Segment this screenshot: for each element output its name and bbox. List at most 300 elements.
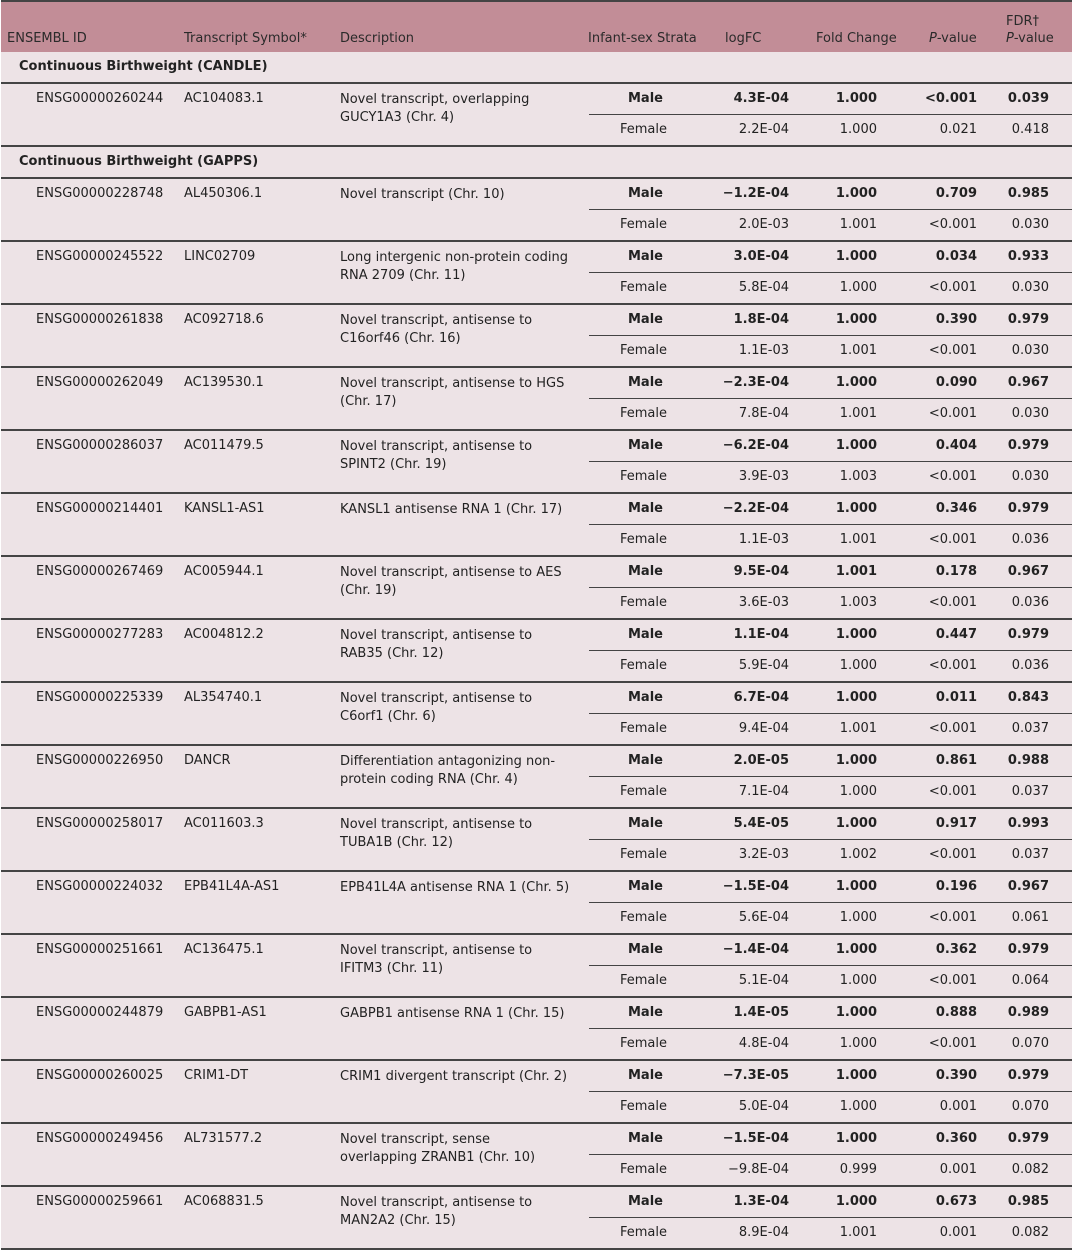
value-fc: 1.000 bbox=[835, 627, 877, 642]
female-stratum-row bbox=[589, 776, 1072, 807]
transcript-description: Novel transcript, antisense to C16orf46 (Chr. 16) bbox=[340, 313, 533, 346]
male-stratum-row bbox=[1, 1124, 1072, 1154]
strata-label: Female bbox=[620, 1036, 668, 1051]
transcript-row bbox=[1, 809, 1072, 872]
strata-label: Female bbox=[620, 532, 668, 547]
strata-label: Female bbox=[620, 784, 668, 799]
value-p: <0.001 bbox=[928, 595, 977, 610]
transcript-symbol: AL450306.1 bbox=[184, 186, 263, 201]
male-stratum-row bbox=[1, 1187, 1072, 1217]
table-header bbox=[1, 0, 1072, 52]
transcript-description: Novel transcript, sense overlapping ZRANB1 (Chr. 10) bbox=[340, 1132, 536, 1165]
value-logfc: 5.8E-04 bbox=[738, 280, 789, 295]
female-stratum-row bbox=[589, 524, 1072, 555]
value-p: 0.390 bbox=[935, 312, 977, 327]
value-logfc: −9.8E-04 bbox=[727, 1162, 789, 1177]
value-p: 0.888 bbox=[935, 1005, 977, 1020]
value-fc: 1.001 bbox=[839, 721, 877, 736]
transcript-row bbox=[1, 305, 1072, 368]
value-logfc: −1.5E-04 bbox=[722, 879, 789, 894]
value-fdr: 0.030 bbox=[1011, 469, 1049, 484]
value-fc: 1.001 bbox=[839, 343, 877, 358]
transcript-description: Novel transcript, antisense to AES (Chr. 19) bbox=[340, 565, 562, 598]
value-fdr: 0.039 bbox=[1007, 91, 1049, 106]
transcript-row bbox=[1, 242, 1072, 305]
results-table bbox=[1, 0, 1072, 1250]
male-stratum-row bbox=[1, 809, 1072, 839]
strata-label: Female bbox=[620, 406, 668, 421]
value-fdr: 0.061 bbox=[1011, 910, 1049, 925]
value-p: <0.001 bbox=[928, 784, 977, 799]
transcript-row bbox=[1, 179, 1072, 242]
value-p: 0.090 bbox=[935, 375, 977, 390]
value-logfc: −2.3E-04 bbox=[722, 375, 789, 390]
value-logfc: 2.0E-03 bbox=[738, 217, 789, 232]
male-stratum-row bbox=[1, 494, 1072, 524]
value-fdr: 0.979 bbox=[1007, 438, 1049, 453]
transcript-description: Novel transcript, antisense to C6orf1 (Chr. 6) bbox=[340, 691, 533, 724]
value-fdr: 0.979 bbox=[1007, 1068, 1049, 1083]
female-stratum-row bbox=[589, 272, 1072, 303]
transcript-description: Novel transcript, overlapping GUCY1A3 (Chr. 4) bbox=[340, 92, 530, 125]
strata-label: Female bbox=[620, 122, 668, 137]
value-fc: 1.000 bbox=[835, 1005, 877, 1020]
value-fc: 1.003 bbox=[839, 469, 877, 484]
value-fdr: 0.985 bbox=[1007, 186, 1049, 201]
male-stratum-row bbox=[1, 305, 1072, 335]
value-fc: 1.001 bbox=[839, 406, 877, 421]
strata-label: Male bbox=[628, 312, 663, 327]
value-fdr: 0.979 bbox=[1007, 312, 1049, 327]
transcript-symbol: AC136475.1 bbox=[184, 942, 264, 957]
value-p: <0.001 bbox=[928, 910, 977, 925]
ensembl-id: ENSG00000262049 bbox=[36, 375, 164, 390]
value-fdr: 0.967 bbox=[1007, 375, 1049, 390]
value-p: 0.001 bbox=[939, 1162, 977, 1177]
value-p: 0.709 bbox=[935, 186, 977, 201]
transcript-row bbox=[1, 1124, 1072, 1187]
strata-label: Female bbox=[620, 1099, 668, 1114]
strata-label: Female bbox=[620, 973, 668, 988]
value-fdr: 0.988 bbox=[1007, 753, 1049, 768]
value-fc: 1.001 bbox=[839, 1225, 877, 1240]
transcript-description: Differentiation antagonizing non-protein coding RNA (Chr. 4) bbox=[340, 754, 556, 787]
value-logfc: 4.3E-04 bbox=[733, 91, 789, 106]
value-fdr: 0.037 bbox=[1011, 784, 1049, 799]
value-fdr: 0.933 bbox=[1007, 249, 1049, 264]
value-logfc: −1.2E-04 bbox=[722, 186, 789, 201]
value-fdr: 0.979 bbox=[1007, 1131, 1049, 1146]
transcript-symbol: AC005944.1 bbox=[184, 564, 264, 579]
value-fc: 1.001 bbox=[839, 532, 877, 547]
value-p: <0.001 bbox=[924, 91, 977, 106]
value-p: <0.001 bbox=[928, 406, 977, 421]
transcript-symbol: AC092718.6 bbox=[184, 312, 264, 327]
transcript-symbol: AL354740.1 bbox=[184, 690, 263, 705]
value-fdr: 0.967 bbox=[1007, 564, 1049, 579]
strata-label: Male bbox=[628, 375, 663, 390]
section-title: Continuous Birthweight (CANDLE) bbox=[19, 59, 268, 74]
strata-label: Male bbox=[628, 1194, 663, 1209]
value-fc: 1.000 bbox=[835, 1131, 877, 1146]
value-fdr: 0.993 bbox=[1007, 816, 1049, 831]
female-stratum-row bbox=[589, 209, 1072, 240]
male-stratum-row bbox=[1, 84, 1072, 114]
value-logfc: 1.8E-04 bbox=[733, 312, 789, 327]
transcript-symbol: EPB41L4A-AS1 bbox=[184, 879, 280, 894]
ensembl-id: ENSG00000225339 bbox=[36, 690, 164, 705]
value-logfc: 3.0E-04 bbox=[733, 249, 789, 264]
strata-label: Male bbox=[628, 753, 663, 768]
value-p: 0.390 bbox=[935, 1068, 977, 1083]
strata-label: Male bbox=[628, 438, 663, 453]
value-logfc: 7.1E-04 bbox=[738, 784, 789, 799]
transcript-symbol: AC004812.2 bbox=[184, 627, 264, 642]
col-fdr-p-value: FDR† P-value bbox=[1006, 14, 1054, 46]
transcript-row bbox=[1, 620, 1072, 683]
value-logfc: 4.8E-04 bbox=[738, 1036, 789, 1051]
male-stratum-row bbox=[1, 431, 1072, 461]
strata-label: Female bbox=[620, 469, 668, 484]
value-fdr: 0.082 bbox=[1011, 1162, 1049, 1177]
ensembl-id: ENSG00000226950 bbox=[36, 753, 164, 768]
value-fdr: 0.030 bbox=[1011, 217, 1049, 232]
value-p: <0.001 bbox=[928, 1036, 977, 1051]
value-p: 0.196 bbox=[935, 879, 977, 894]
transcript-row bbox=[1, 683, 1072, 746]
value-p: 0.034 bbox=[935, 249, 977, 264]
female-stratum-row bbox=[589, 398, 1072, 429]
male-stratum-row bbox=[1, 935, 1072, 965]
strata-label: Male bbox=[628, 1005, 663, 1020]
transcript-row bbox=[1, 1061, 1072, 1124]
female-stratum-row bbox=[589, 650, 1072, 681]
value-fdr: 0.064 bbox=[1011, 973, 1049, 988]
transcript-symbol: KANSL1-AS1 bbox=[184, 501, 265, 516]
value-fdr: 0.843 bbox=[1007, 690, 1049, 705]
col-infant-sex-strata: Infant-sex Strata bbox=[588, 31, 697, 46]
transcript-row bbox=[1, 431, 1072, 494]
transcript-description: Novel transcript, antisense to IFITM3 (Chr. 11) bbox=[340, 943, 533, 976]
value-p: <0.001 bbox=[928, 469, 977, 484]
value-logfc: 5.0E-04 bbox=[738, 1099, 789, 1114]
value-fdr: 0.979 bbox=[1007, 942, 1049, 957]
value-p: 0.404 bbox=[935, 438, 977, 453]
value-logfc: 9.4E-04 bbox=[738, 721, 789, 736]
value-fdr: 0.082 bbox=[1011, 1225, 1049, 1240]
value-p: <0.001 bbox=[928, 217, 977, 232]
value-fdr: 0.989 bbox=[1007, 1005, 1049, 1020]
value-logfc: 1.1E-03 bbox=[738, 532, 789, 547]
transcript-symbol: AC011603.3 bbox=[184, 816, 264, 831]
female-stratum-row bbox=[589, 587, 1072, 618]
transcript-row bbox=[1, 872, 1072, 935]
value-logfc: 5.4E-05 bbox=[733, 816, 789, 831]
value-p: 0.861 bbox=[935, 753, 977, 768]
value-fc: 1.001 bbox=[835, 564, 877, 579]
transcript-description: Novel transcript, antisense to MAN2A2 (Chr. 15) bbox=[340, 1195, 533, 1228]
strata-label: Male bbox=[628, 879, 663, 894]
value-fc: 1.000 bbox=[835, 879, 877, 894]
ensembl-id: ENSG00000251661 bbox=[36, 942, 164, 957]
section-heading bbox=[1, 147, 1072, 179]
transcript-description: Long intergenic non-protein coding RNA 2709 (Chr. 11) bbox=[340, 250, 568, 283]
value-fc: 1.000 bbox=[835, 249, 877, 264]
col-ensembl-id: ENSEMBL ID bbox=[7, 31, 87, 46]
value-fc: 1.000 bbox=[835, 438, 877, 453]
value-fdr: 0.070 bbox=[1011, 1036, 1049, 1051]
transcript-description: Novel transcript, antisense to HGS (Chr. 17) bbox=[340, 376, 565, 409]
male-stratum-row bbox=[1, 683, 1072, 713]
value-logfc: 5.9E-04 bbox=[738, 658, 789, 673]
value-fdr: 0.037 bbox=[1011, 721, 1049, 736]
transcript-symbol: AC068831.5 bbox=[184, 1194, 264, 1209]
value-p: <0.001 bbox=[928, 280, 977, 295]
value-p: 0.360 bbox=[935, 1131, 977, 1146]
female-stratum-row bbox=[589, 902, 1072, 933]
value-fdr: 0.967 bbox=[1007, 879, 1049, 894]
value-logfc: 9.5E-04 bbox=[733, 564, 789, 579]
strata-label: Male bbox=[628, 1068, 663, 1083]
value-logfc: 1.3E-04 bbox=[733, 1194, 789, 1209]
female-stratum-row bbox=[589, 1028, 1072, 1059]
value-logfc: 5.6E-04 bbox=[738, 910, 789, 925]
value-fc: 1.003 bbox=[839, 595, 877, 610]
value-fdr: 0.985 bbox=[1007, 1194, 1049, 1209]
value-p: <0.001 bbox=[928, 658, 977, 673]
value-fc: 1.000 bbox=[835, 91, 877, 106]
value-fdr: 0.030 bbox=[1011, 343, 1049, 358]
value-fc: 1.000 bbox=[839, 122, 877, 137]
value-fdr: 0.418 bbox=[1011, 122, 1049, 137]
value-p: 0.917 bbox=[935, 816, 977, 831]
ensembl-id: ENSG00000224032 bbox=[36, 879, 164, 894]
female-stratum-row bbox=[589, 965, 1072, 996]
male-stratum-row bbox=[1, 998, 1072, 1028]
value-logfc: 1.4E-05 bbox=[733, 1005, 789, 1020]
value-fdr: 0.037 bbox=[1011, 847, 1049, 862]
strata-label: Male bbox=[628, 942, 663, 957]
value-fc: 1.000 bbox=[835, 753, 877, 768]
ensembl-id: ENSG00000267469 bbox=[36, 564, 164, 579]
value-fdr: 0.030 bbox=[1011, 280, 1049, 295]
col-transcript-symbol: Transcript Symbol* bbox=[184, 31, 307, 46]
value-fc: 1.000 bbox=[835, 1068, 877, 1083]
value-fc: 1.000 bbox=[839, 1099, 877, 1114]
value-p: <0.001 bbox=[928, 973, 977, 988]
transcript-description: Novel transcript (Chr. 10) bbox=[340, 187, 505, 202]
ensembl-id: ENSG00000258017 bbox=[36, 816, 164, 831]
value-fc: 0.999 bbox=[839, 1162, 877, 1177]
value-p: <0.001 bbox=[928, 721, 977, 736]
strata-label: Female bbox=[620, 1225, 668, 1240]
ensembl-id: ENSG00000228748 bbox=[36, 186, 164, 201]
value-logfc: 1.1E-04 bbox=[733, 627, 789, 642]
strata-label: Male bbox=[628, 690, 663, 705]
value-p: 0.021 bbox=[939, 122, 977, 137]
value-fdr: 0.070 bbox=[1011, 1099, 1049, 1114]
transcript-description: Novel transcript, antisense to SPINT2 (Chr. 19) bbox=[340, 439, 533, 472]
transcript-row bbox=[1, 84, 1072, 147]
male-stratum-row bbox=[1, 872, 1072, 902]
strata-label: Male bbox=[628, 1131, 663, 1146]
ensembl-id: ENSG00000260244 bbox=[36, 91, 164, 106]
value-logfc: −2.2E-04 bbox=[722, 501, 789, 516]
section-heading bbox=[1, 52, 1072, 84]
transcript-row bbox=[1, 746, 1072, 809]
strata-label: Female bbox=[620, 280, 668, 295]
value-fc: 1.000 bbox=[835, 942, 877, 957]
transcript-description: GABPB1 antisense RNA 1 (Chr. 15) bbox=[340, 1006, 565, 1021]
value-fc: 1.000 bbox=[839, 784, 877, 799]
male-stratum-row bbox=[1, 620, 1072, 650]
strata-label: Female bbox=[620, 910, 668, 925]
value-logfc: −1.4E-04 bbox=[722, 942, 789, 957]
value-p: <0.001 bbox=[928, 847, 977, 862]
female-stratum-row bbox=[589, 1217, 1072, 1248]
transcript-row bbox=[1, 557, 1072, 620]
ensembl-id: ENSG00000214401 bbox=[36, 501, 164, 516]
strata-label: Female bbox=[620, 343, 668, 358]
transcript-description: EPB41L4A antisense RNA 1 (Chr. 5) bbox=[340, 880, 570, 895]
male-stratum-row bbox=[1, 1061, 1072, 1091]
ensembl-id: ENSG00000261838 bbox=[36, 312, 164, 327]
value-p: 0.362 bbox=[935, 942, 977, 957]
strata-label: Male bbox=[628, 816, 663, 831]
strata-label: Female bbox=[620, 1162, 668, 1177]
female-stratum-row bbox=[589, 713, 1072, 744]
ensembl-id: ENSG00000286037 bbox=[36, 438, 164, 453]
transcript-symbol: AC104083.1 bbox=[184, 91, 264, 106]
strata-label: Male bbox=[628, 91, 663, 106]
value-fc: 1.000 bbox=[835, 690, 877, 705]
value-fc: 1.000 bbox=[835, 375, 877, 390]
strata-label: Female bbox=[620, 847, 668, 862]
transcript-symbol: DANCR bbox=[184, 753, 231, 768]
male-stratum-row bbox=[1, 746, 1072, 776]
value-fc: 1.001 bbox=[839, 217, 877, 232]
strata-label: Female bbox=[620, 595, 668, 610]
value-p: <0.001 bbox=[928, 343, 977, 358]
value-p: 0.001 bbox=[939, 1099, 977, 1114]
ensembl-id: ENSG00000244879 bbox=[36, 1005, 164, 1020]
transcript-symbol: GABPB1-AS1 bbox=[184, 1005, 267, 1020]
value-logfc: 7.8E-04 bbox=[738, 406, 789, 421]
male-stratum-row bbox=[1, 557, 1072, 587]
transcript-symbol: CRIM1-DT bbox=[184, 1068, 249, 1083]
strata-label: Male bbox=[628, 249, 663, 264]
ensembl-id: ENSG00000260025 bbox=[36, 1068, 164, 1083]
transcript-description: Novel transcript, antisense to RAB35 (Chr. 12) bbox=[340, 628, 533, 661]
value-p: 0.447 bbox=[935, 627, 977, 642]
female-stratum-row bbox=[589, 335, 1072, 366]
female-stratum-row bbox=[589, 1154, 1072, 1185]
value-fc: 1.000 bbox=[839, 973, 877, 988]
value-p: 0.011 bbox=[935, 690, 977, 705]
female-stratum-row bbox=[589, 461, 1072, 492]
value-logfc: −7.3E-05 bbox=[722, 1068, 789, 1083]
transcript-row bbox=[1, 935, 1072, 998]
value-logfc: 3.9E-03 bbox=[738, 469, 789, 484]
value-fc: 1.000 bbox=[839, 910, 877, 925]
ensembl-id: ENSG00000277283 bbox=[36, 627, 164, 642]
transcript-row bbox=[1, 368, 1072, 431]
value-p: 0.673 bbox=[935, 1194, 977, 1209]
male-stratum-row bbox=[1, 242, 1072, 272]
value-logfc: −6.2E-04 bbox=[722, 438, 789, 453]
value-logfc: 3.2E-03 bbox=[738, 847, 789, 862]
value-logfc: 3.6E-03 bbox=[738, 595, 789, 610]
value-logfc: 2.0E-05 bbox=[733, 753, 789, 768]
value-p: <0.001 bbox=[928, 532, 977, 547]
strata-label: Female bbox=[620, 658, 668, 673]
value-fc: 1.000 bbox=[839, 280, 877, 295]
transcript-symbol: AL731577.2 bbox=[184, 1131, 263, 1146]
col-logfc: logFC bbox=[725, 31, 762, 46]
strata-label: Male bbox=[628, 186, 663, 201]
value-p: 0.178 bbox=[935, 564, 977, 579]
strata-label: Female bbox=[620, 721, 668, 736]
transcript-symbol: LINC02709 bbox=[184, 249, 256, 264]
value-logfc: 2.2E-04 bbox=[738, 122, 789, 137]
value-logfc: −1.5E-04 bbox=[722, 1131, 789, 1146]
value-fc: 1.000 bbox=[839, 1036, 877, 1051]
value-logfc: 1.1E-03 bbox=[738, 343, 789, 358]
value-logfc: 6.7E-04 bbox=[733, 690, 789, 705]
value-fdr: 0.036 bbox=[1011, 595, 1049, 610]
value-fdr: 0.030 bbox=[1011, 406, 1049, 421]
transcript-symbol: AC011479.5 bbox=[184, 438, 264, 453]
value-fc: 1.002 bbox=[839, 847, 877, 862]
value-fdr: 0.036 bbox=[1011, 658, 1049, 673]
value-fc: 1.000 bbox=[835, 816, 877, 831]
value-fc: 1.000 bbox=[839, 658, 877, 673]
transcript-description: KANSL1 antisense RNA 1 (Chr. 17) bbox=[340, 502, 563, 517]
value-fc: 1.000 bbox=[835, 312, 877, 327]
ensembl-id: ENSG00000249456 bbox=[36, 1131, 164, 1146]
transcript-symbol: AC139530.1 bbox=[184, 375, 264, 390]
strata-label: Male bbox=[628, 627, 663, 642]
strata-label: Male bbox=[628, 564, 663, 579]
col-p-value: P-value bbox=[929, 31, 977, 46]
transcript-row bbox=[1, 998, 1072, 1061]
section-title: Continuous Birthweight (GAPPS) bbox=[19, 154, 259, 169]
strata-label: Female bbox=[620, 217, 668, 232]
value-fdr: 0.979 bbox=[1007, 501, 1049, 516]
ensembl-id: ENSG00000259661 bbox=[36, 1194, 164, 1209]
value-logfc: 8.9E-04 bbox=[738, 1225, 789, 1240]
transcript-description: CRIM1 divergent transcript (Chr. 2) bbox=[340, 1069, 568, 1084]
strata-label: Male bbox=[628, 501, 663, 516]
value-fc: 1.000 bbox=[835, 186, 877, 201]
value-fc: 1.000 bbox=[835, 1194, 877, 1209]
transcript-description: Novel transcript, antisense to TUBA1B (Chr. 12) bbox=[340, 817, 533, 850]
male-stratum-row bbox=[1, 368, 1072, 398]
male-stratum-row bbox=[1, 179, 1072, 209]
value-fdr: 0.979 bbox=[1007, 627, 1049, 642]
female-stratum-row bbox=[589, 839, 1072, 870]
ensembl-id: ENSG00000245522 bbox=[36, 249, 164, 264]
female-stratum-row bbox=[589, 1091, 1072, 1122]
female-stratum-row bbox=[589, 114, 1072, 145]
col-fold-change: Fold Change bbox=[816, 31, 897, 46]
value-p: 0.001 bbox=[939, 1225, 977, 1240]
value-p: 0.346 bbox=[935, 501, 977, 516]
value-fdr: 0.036 bbox=[1011, 532, 1049, 547]
col-description: Description bbox=[340, 31, 415, 46]
value-logfc: 5.1E-04 bbox=[738, 973, 789, 988]
value-fc: 1.000 bbox=[835, 501, 877, 516]
